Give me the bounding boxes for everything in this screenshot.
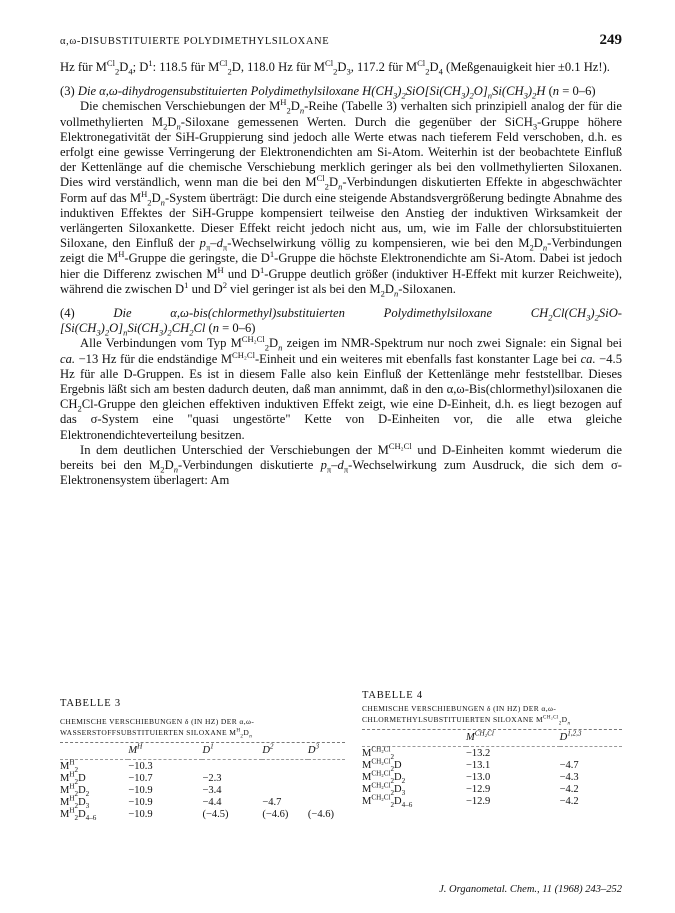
data-table bbox=[60, 743, 345, 820]
cell-value: −4.2 bbox=[559, 783, 579, 795]
row-label: $M^H_2D$ bbox=[60, 770, 86, 786]
table-row bbox=[362, 771, 622, 783]
column-header: $D^1$ bbox=[202, 743, 262, 760]
cell-value bbox=[308, 784, 345, 796]
section-heading-4: (4) Die α,ω-bis(chlormethyl)substituierten Polydimethylsiloxane $CH_2Cl(CH_3)_2SiO-[Si(CH_3)_2O]_nSi(CH_3)_2CH_2Cl$ (n = 0–6) bbox=[60, 306, 622, 338]
table-caption: CHEMISCHE VERSCHIEBUNGEN δ (IN HZ) DER α,ω-WASSERSTOFFSUBSTITUIERTEN SILOXANE $M^H_2D_n$ bbox=[60, 717, 255, 739]
row-label: $M^H_2D_2$ bbox=[60, 782, 90, 798]
row-label: $M^{CH_2Cl}_2D_{4-6}$ bbox=[362, 793, 413, 809]
table-3 bbox=[60, 690, 345, 820]
body-text bbox=[60, 57, 623, 488]
running-title: α,ω-DISUBSTITUIERTE POLYDIMETHYLSILOXANE bbox=[60, 36, 330, 47]
section-heading-3: (3) Die α,ω-dihydrogensubstituierten Polydimethylsiloxane $H(CH_3)_2SiO[Si(CH_3)_2O]_nSi(CH_3)_2H$ (n = 0–6) bbox=[60, 84, 596, 101]
paragraph: Die chemischen Verschiebungen der $M^H_2D_n$-Reihe (Tabelle 3) verhalten sich prinzipiell analog der für die vollmethylierten $M_2D_n$-Siloxane gemessenen Werten. Durch die gegenüber der SiCH$_3$-Gruppe höhere Elektronegativität der SiH-Gruppierung sind jedoch alle Werte etwas nach tieferem Feld verschoben, d.h. es erfolgt eine gewisse Verringerung der Elektronendichten am Si-Atom. Weiterhin ist der beobachtete Einfluß der Kettenlänge auf die chemische Verschiebung merklich geringer als bei den vollmethylierten Siloxanen. Dies wird verständlich, wenn man die bei den $M^{Cl}_2D_n$-Verbindungen diskutierten Effekte in abgeschwächter Form auf das $M^H_2D_n$-System überträgt: Die durch eine steigende Abstandsvergrößerung bedingte Abnahme des induktiven Effektes der SiH-Gruppe kompensiert teilweise den Anstieg der induktiven Wirksamkeit der verlängerten Siloxankette. Dieser Effekt reicht jedoch nicht aus, um, wie im Falle der chlorsubstituierten Siloxane, den Einfluß der $p_\pi-d_\pi$-Wechselwirkung völlig zu kompensieren, wie bei den $M_2D_n$-Verbindungen zeigt die $M^H$-Gruppe die geringste, die $D^1$-Gruppe die höchste Elektronendichte am Si-Atom. Dabei ist jedoch hier die Differenz zwischen $M^H$ und $D^1$-Gruppe deutlich größer (induktiver H-Effekt mit kurzer Reichweite), während die zwischen $D^1$ und $D^2$ viel geringer ist als bei den $M_2D_n$-Siloxanen. bbox=[60, 97, 623, 299]
table-row bbox=[60, 772, 345, 784]
cell-value: (−4.6) bbox=[262, 808, 289, 820]
table-label: TABELLE 3 bbox=[60, 698, 121, 709]
cell-value bbox=[202, 760, 262, 773]
cell-value: −4.7 bbox=[559, 759, 579, 771]
cell-value: −4.2 bbox=[559, 795, 579, 807]
table-row bbox=[60, 796, 345, 808]
row-label: $M^{CH_2Cl}_2$ bbox=[362, 745, 395, 761]
tables-area bbox=[60, 690, 622, 880]
page-number: 249 bbox=[599, 32, 622, 48]
cell-value: −10.9 bbox=[128, 784, 153, 796]
table-row bbox=[362, 795, 622, 807]
table-row bbox=[362, 783, 622, 795]
table-label: TABELLE 4 bbox=[362, 690, 423, 701]
column-header: $M^H$ bbox=[128, 743, 202, 760]
row-label: $M^{CH_2Cl}_2D$ bbox=[362, 757, 402, 773]
cell-value: −12.9 bbox=[466, 795, 491, 807]
cell-value bbox=[308, 796, 345, 808]
running-header bbox=[60, 32, 622, 52]
cell-value: −4.4 bbox=[202, 796, 222, 808]
cell-value bbox=[262, 784, 308, 796]
cell-value bbox=[262, 772, 308, 784]
cell-value: −4.7 bbox=[262, 796, 282, 808]
cell-value: −10.9 bbox=[128, 808, 153, 820]
column-header: $D^3$ bbox=[308, 743, 345, 760]
row-label: $M^H_2D_{4-6}$ bbox=[60, 806, 97, 822]
row-label: $M^{CH_2Cl}_2D_3$ bbox=[362, 781, 406, 797]
cell-value: (−4.6) bbox=[307, 808, 334, 820]
cell-value bbox=[262, 760, 308, 773]
cell-value: −10.3 bbox=[128, 760, 153, 772]
cell-value: −10.7 bbox=[128, 772, 153, 784]
cell-value: (−4.5) bbox=[202, 808, 229, 820]
column-header: D$^{1,2,3}$ bbox=[560, 730, 622, 747]
cell-value: −13.1 bbox=[466, 759, 491, 771]
cell-value: −13.0 bbox=[466, 771, 491, 783]
cell-value bbox=[560, 747, 622, 760]
table-4 bbox=[362, 690, 622, 807]
table-row bbox=[362, 759, 622, 771]
row-label: $M^H_2$ bbox=[60, 758, 79, 774]
paragraph: Alle Verbindungen vom Typ $M^{CH_2Cl}_2D_n$ zeigen im NMR-Spektrum nur noch zwei Signale: ein Signal bei ca. −13 Hz für die endständige $M^{CH_2Cl}$-Einheit und ein weiteres mit ebenfalls fast konstanter Lage bei ca. −4.5 Hz für alle D-Gruppen. Es ist in diesem Falle also kein Einfluß der Kettenlänge mehr feststellbar. Dieses Ergebnis läßt sich am besten dadurch deuten, daß man annimmt, daß in den α,ω-Bis(chlormethyl)siloxanen die $CH_2Cl$-Gruppe den gleichen effektiven induktiven Effekt zeigt, wie eine D-Einheit, d.h. es liegt bezogen auf das σ-System eine "quasi ungestörte" Kette von D-Einheiten vor, die alle etwa gleiche Elektronendichteverteilung besitzen. bbox=[60, 334, 622, 442]
cell-value: −4.3 bbox=[559, 771, 579, 783]
table-row bbox=[60, 760, 345, 773]
cell-value: −13.2 bbox=[466, 747, 491, 759]
data-table bbox=[362, 730, 622, 807]
cell-value bbox=[308, 772, 345, 784]
cell-value: −10.9 bbox=[128, 796, 153, 808]
cell-value bbox=[308, 760, 345, 773]
paragraph-continuation: Hz für $M^{Cl}_2D_4$; $D^1$: 118.5 für $M^{Cl}_2D$, 118.0 Hz für $M^{Cl}_2D_3$, 117.2 für $M^{Cl}_2D_4$ (Meßgenauigkeit hier ±0.1 Hz!). bbox=[60, 57, 610, 77]
table-row bbox=[60, 784, 345, 796]
table-caption: CHEMISCHE VERSCHIEBUNGEN δ (IN HZ) DER α,ω-CHLORMETHYLSUBSTITUIERTEN SILOXANE $M^{CH_2Cl}_2D_n$ bbox=[362, 704, 571, 726]
cell-value: −2.3 bbox=[202, 772, 222, 784]
cell-value: −12.9 bbox=[466, 783, 491, 795]
cell-value: −3.4 bbox=[202, 784, 222, 796]
paragraph: In dem deutlichen Unterschied der Verschiebungen der $M^{CH_2Cl}$ und D-Einheiten kommt wiederum die bereits bei den $M_2D_n$-Verbindungen diskutierte $p_\pi-d_\pi$-Wechselwirkung zum Ausdruck, die sich dem σ-Elektronensystem überlagert: Am bbox=[60, 440, 623, 488]
journal-citation: J. Organometal. Chem., 11 (1968) 243–252 bbox=[439, 884, 622, 895]
row-label: $M^H_2D_3$ bbox=[60, 794, 90, 810]
row-label: $M^{CH_2Cl}_2D_2$ bbox=[362, 769, 406, 785]
table-row bbox=[362, 747, 622, 760]
column-header: $D^2$ bbox=[262, 743, 308, 760]
column-header: $M^{CH_2Cl}$ bbox=[466, 730, 560, 747]
table-row bbox=[60, 808, 345, 820]
